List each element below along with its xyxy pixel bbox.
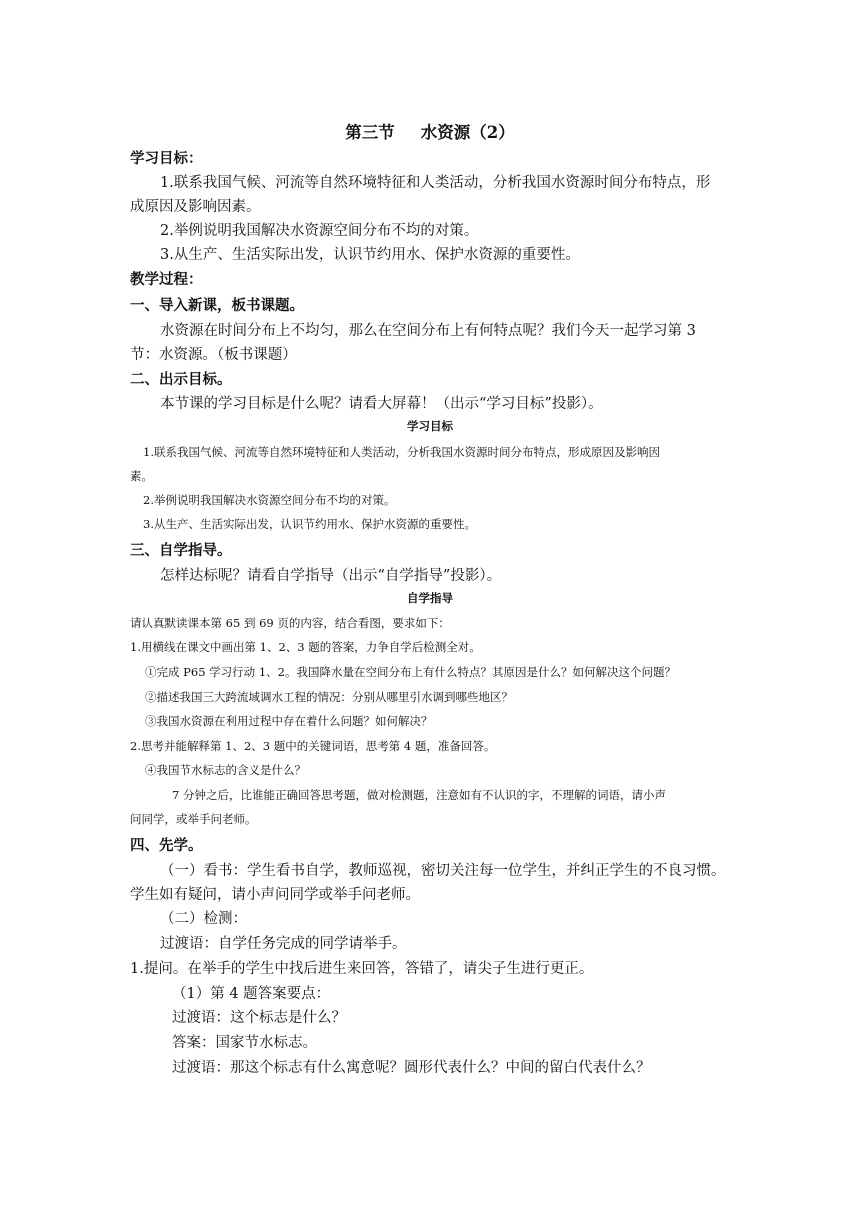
answer-4-heading: （1）第 4 题答案要点：: [172, 986, 331, 1002]
transition-1: 过渡语：自学任务完成的同学请举手。: [160, 936, 407, 952]
objective-2: 2.举例说明我国解决水资源空间分布不均的对策。: [160, 223, 479, 239]
guide-box-intro: 请认真默读课本第 65 到 69 页的内容，结合看图，要求如下：: [130, 616, 450, 630]
guide-box-question-1: ①完成 P65 学习行动 1、2。我国降水量在空间分布上有什么特点？其原因是什么？如何解决这个问题？: [145, 665, 676, 679]
goal-box-heading: 学习目标: [407, 419, 453, 433]
goal-box-line-1: 1.联系我国气候、河流等自然环境特征和人类活动，分析我国水资源时间分布特点，形成原因及影响因: [143, 445, 660, 459]
process-heading: 教学过程：: [130, 271, 203, 288]
objective-1-line-2: 成原因及影响因素。: [130, 199, 261, 215]
goal-box-line-3: 2.举例说明我国解决水资源空间分布不均的对策。: [143, 493, 396, 507]
goal-box-line-4: 3.从生产、生活实际出发，认识节约用水、保护水资源的重要性。: [143, 517, 476, 531]
goal-box-line-2: 素。: [130, 469, 153, 483]
title-section: 第三节: [345, 123, 395, 142]
guide-box-note-line-1: 7 分钟之后，比谁能正确回答思考题，做对检测题，注意如有不认识的字，不理解的词语，请小声: [172, 788, 666, 802]
section-1-line-1: 水资源在时间分布上不均匀，那么在空间分布上有何特点呢？我们今天一起学习第 3: [160, 323, 696, 339]
guide-box-requirement-1: 1.用横线在课文中画出第 1、2、3 题的答案，力争自学后检测全对。: [130, 640, 481, 654]
guide-box-requirement-2: 2.思考并能解释第 1、2、3 题中的关键词语，思考第 4 题，准备回答。: [130, 739, 496, 753]
transition-3: 过渡语：那这个标志有什么寓意呢？圆形代表什么？中间的留白代表什么？: [172, 1060, 651, 1076]
transition-2: 过渡语：这个标志是什么？: [172, 1010, 346, 1026]
section-1-line-2: 节：水资源。（板书课题）: [130, 347, 297, 363]
guide-box-heading: 自学指导: [407, 591, 453, 605]
objective-3: 3.从生产、生活实际出发，认识节约用水、保护水资源的重要性。: [160, 247, 580, 263]
section-4-heading: 四、先学。: [130, 837, 203, 854]
section-4-a-line-2: 学生如有疑问，请小声问同学或举手问老师。: [130, 887, 420, 903]
section-3-heading: 三、自学指导。: [130, 542, 232, 559]
answer: 答案：国家节水标志。: [172, 1035, 317, 1051]
section-1-heading: 一、导入新课，板书课题。: [130, 297, 304, 314]
guide-box-question-2: ②描述我国三大跨流域调水工程的情况：分别从哪里引水调到哪些地区？: [145, 690, 513, 704]
objective-1-line-1: 1.联系我国气候、河流等自然环境特征和人类活动，分析我国水资源时间分布特点，形: [160, 175, 711, 191]
section-2-heading: 二、出示目标。: [130, 371, 232, 388]
objectives-heading: 学习目标：: [130, 150, 203, 167]
section-2-line-1: 本节课的学习目标是什么呢？请看大屏幕！（出示“学习目标”投影）。: [160, 396, 603, 412]
section-4-b: （二）检测：: [160, 911, 247, 927]
section-4-a-line-1: （一）看书：学生看书自学，教师巡视，密切关注每一位学生，并纠正学生的不良习惯。: [160, 863, 726, 879]
guide-box-note-line-2: 问同学，或举手问老师。: [130, 812, 257, 826]
guide-box-question-4: ④我国节水标志的含义是什么？: [145, 763, 306, 777]
section-3-line-1: 怎样达标呢？请看自学指导（出示“自学指导”投影）。: [160, 568, 502, 584]
title-topic: 水资源（2）: [420, 123, 515, 142]
ask-1: 1.提问。在举手的学生中找后进生来回答，答错了，请尖子生进行更正。: [130, 961, 594, 977]
page-title: [0, 119, 860, 143]
guide-box-question-3: ③我国水资源在利用过程中存在着什么问题？如何解决？: [145, 714, 433, 728]
